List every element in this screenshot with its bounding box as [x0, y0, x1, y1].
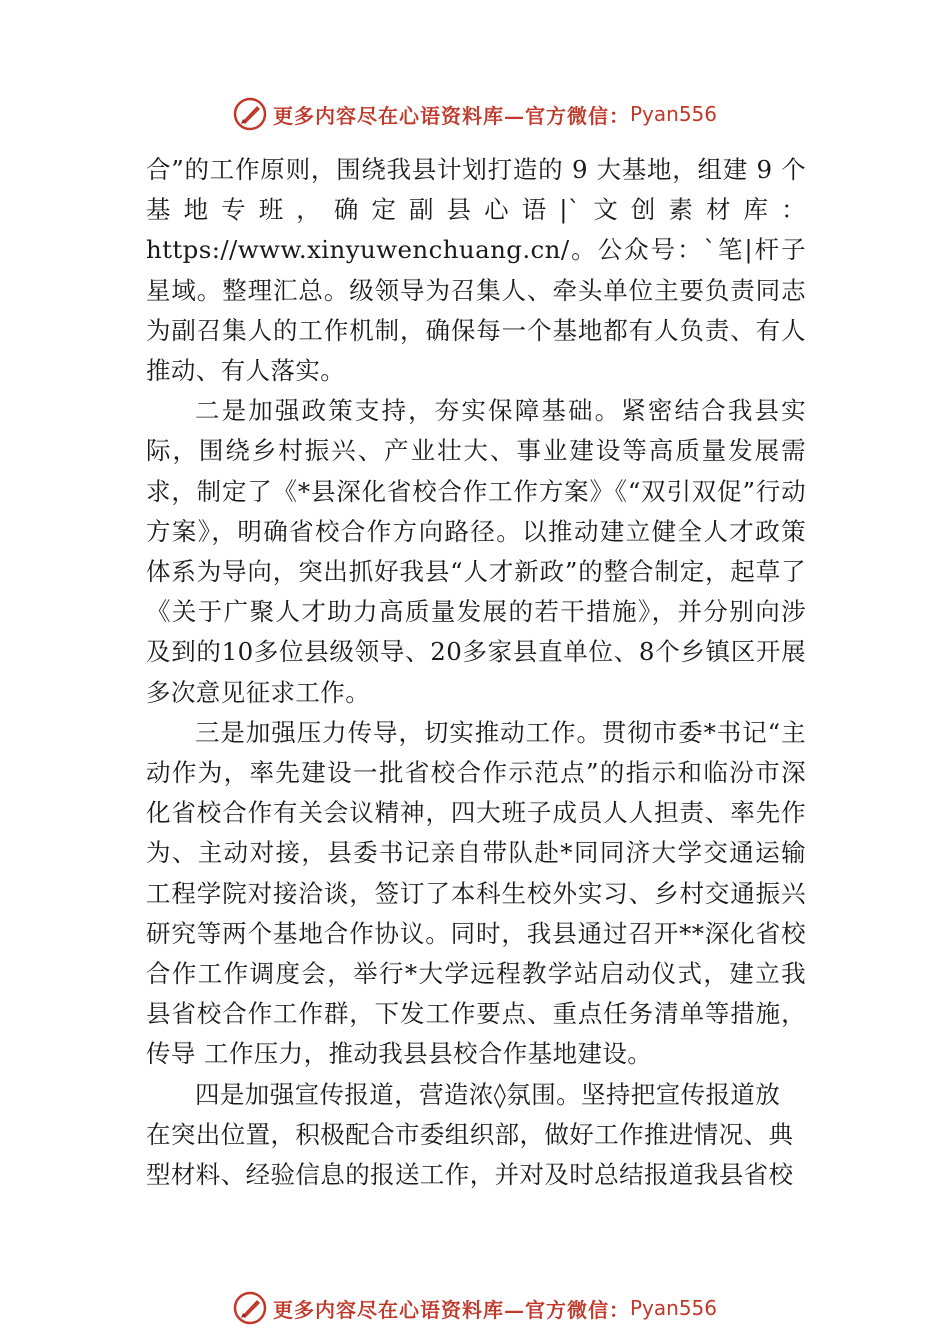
header-banner — [0, 94, 950, 134]
header-wechat-id: Pyan556 — [629, 102, 717, 126]
paragraph-4-line: 在突出位置，积极配合市委组织部，做好工作推进情况、典 — [146, 1119, 794, 1149]
footer-wechat-id: Pyan556 — [629, 1296, 717, 1320]
paragraph-3: 三是加强压力传导，切实推动工作。贯彻市委*书记“主动作为，率先建设一批省校合作示范点”的指示和临汾市深化省校合作有关会议精神，四大班子成员人人担责、率先作为、主动对接，县委书记亲自带队赴*同同济大学交通运输工程学院对接洽谈，签订了本科生校外实习、乡村交通振兴研究等两个基地合作协议。同时，我县通过召开**深化省校合作工作调度会，举行*大学远程教学站启动仪式，建立我县省校合作工作群，下发工作要点、重点任务清单等措施，传导 工作压力，推动我县县校合作基地建设。 — [146, 717, 806, 1069]
header-banner-text: 更多内容尽在心语资料库—官方微信： — [272, 103, 630, 128]
paragraph-4 — [146, 1075, 806, 1196]
paragraph-1: 合”的工作原则，围绕我县计划打造的 9 大基地，组建 9 个基地专班，确定副县心语|`文创素材库：https://www.xinyuwenchuang.cn/。公众号：`笔|杆子星域。整理汇总。级领导为召集人、牵头单位主要负责同志为副召集人的工作机制，确保每一个基地都有人负责、有人推动、有人落实。 — [146, 155, 806, 386]
document-body — [146, 150, 806, 1195]
footer-banner-text: 更多内容尽在心语资料库—官方微信： — [272, 1297, 630, 1322]
paragraph-2: 二是加强政策支持，夯实保障基础。紧密结合我县实际，围绕乡村振兴、产业壮大、事业建设等高质量发展需求，制定了《*县深化省校合作工作方案》《“双引双促”行动方案》，明确省校合作方向路径。以推动建立健全人才政策体系为导向，突出抓好我县“人才新政”的整合制定，起草了《关于广聚人才助力高质量发展的若干措施》，并分别向涉及到的10多位县级领导、20多家县直单位、8个乡镇区开展多次意见征求工作。 — [146, 396, 806, 707]
footer-banner — [0, 1288, 950, 1328]
pen-seal-logo-icon — [233, 97, 267, 131]
paragraph-4-line: 四是加强宣传报道，营造浓◊氛围。坚持把宣传报道放 — [195, 1079, 781, 1109]
pen-seal-logo-icon — [233, 1291, 267, 1325]
paragraph-4-line: 型材料、经验信息的报送工作，并对及时总结报道我县省校 — [146, 1160, 794, 1190]
